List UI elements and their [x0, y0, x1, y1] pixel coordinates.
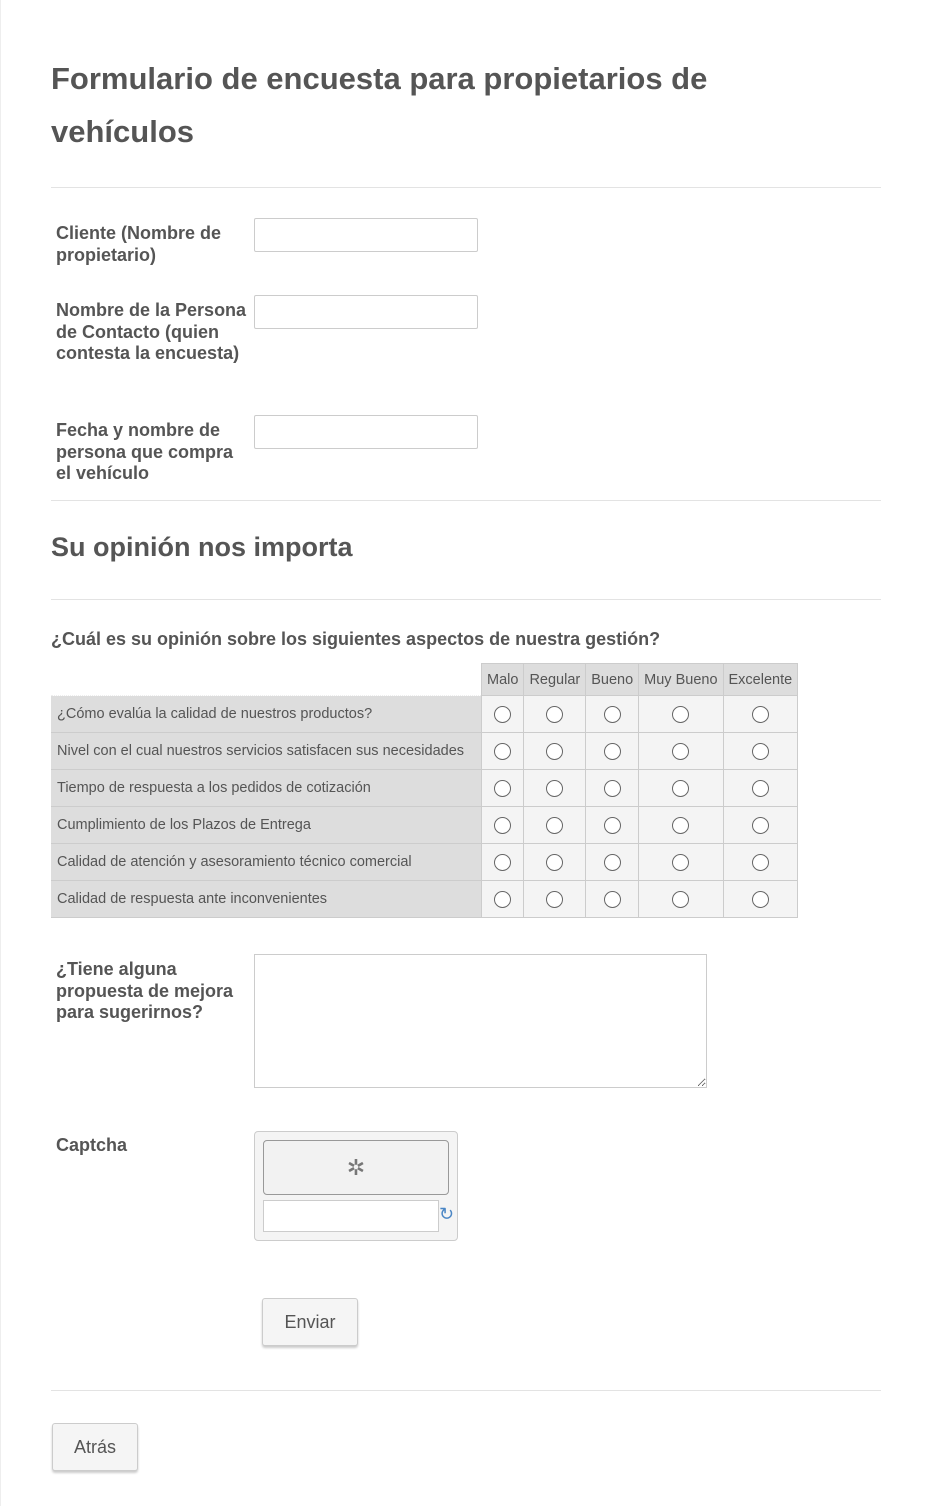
rating-matrix — [51, 663, 798, 918]
row-label: ¿Cómo evalúa la calidad de nuestros productos? — [51, 696, 482, 733]
matrix-row — [51, 770, 798, 807]
radio-cell — [524, 844, 586, 881]
radio-cell — [586, 733, 639, 770]
divider — [51, 1390, 881, 1391]
radio-button[interactable] — [546, 854, 563, 871]
radio-button[interactable] — [546, 891, 563, 908]
divider — [51, 500, 881, 501]
radio-button[interactable] — [494, 817, 511, 834]
radio-button[interactable] — [494, 854, 511, 871]
radio-button[interactable] — [752, 817, 769, 834]
divider — [51, 599, 881, 600]
column-header: Excelente — [723, 664, 798, 696]
suggestion-label: ¿Tiene alguna propuesta de mejora para sugerirnos? — [56, 959, 234, 1022]
radio-cell — [723, 733, 798, 770]
refresh-icon[interactable]: ↻ — [439, 1204, 455, 1224]
client-input[interactable] — [254, 218, 478, 252]
radio-cell — [723, 770, 798, 807]
radio-cell — [639, 696, 723, 733]
radio-cell — [524, 733, 586, 770]
radio-cell — [482, 844, 524, 881]
loading-spinner-icon: ✲ — [263, 1140, 449, 1195]
radio-button[interactable] — [546, 706, 563, 723]
matrix-question: ¿Cuál es su opinión sobre los siguientes aspectos de nuestra gestión? — [51, 629, 661, 649]
row-label: Tiempo de respuesta a los pedidos de cotización — [51, 770, 482, 807]
column-header: Regular — [524, 664, 586, 696]
client-label: Cliente (Nombre de propietario) — [56, 223, 222, 265]
radio-cell — [586, 807, 639, 844]
captcha-input[interactable] — [263, 1200, 439, 1232]
radio-cell — [586, 881, 639, 918]
radio-button[interactable] — [494, 706, 511, 723]
suggestion-textarea[interactable] — [254, 954, 707, 1088]
row-label: Calidad de respuesta ante inconvenientes — [51, 881, 482, 918]
radio-cell — [482, 696, 524, 733]
radio-cell — [639, 770, 723, 807]
radio-cell — [723, 881, 798, 918]
radio-cell — [482, 807, 524, 844]
matrix-row — [51, 881, 798, 918]
radio-button[interactable] — [604, 891, 621, 908]
radio-cell — [482, 733, 524, 770]
radio-button[interactable] — [672, 891, 689, 908]
column-header: Bueno — [586, 664, 639, 696]
column-header: Muy Bueno — [639, 664, 723, 696]
matrix-row — [51, 733, 798, 770]
radio-button[interactable] — [494, 891, 511, 908]
radio-button[interactable] — [546, 780, 563, 797]
radio-cell — [639, 881, 723, 918]
radio-button[interactable] — [752, 743, 769, 760]
radio-button[interactable] — [546, 817, 563, 834]
radio-button[interactable] — [672, 780, 689, 797]
back-button[interactable]: Atrás — [52, 1423, 138, 1471]
matrix-row — [51, 696, 798, 733]
radio-cell — [586, 770, 639, 807]
radio-cell — [639, 844, 723, 881]
captcha-label: Captcha — [56, 1135, 128, 1155]
row-label: Calidad de atención y asesoramiento técnico comercial — [51, 844, 482, 881]
column-header: Malo — [482, 664, 524, 696]
contact-input[interactable] — [254, 295, 478, 329]
contact-label: Nombre de la Persona de Contacto (quien contesta la encuesta) — [56, 300, 247, 363]
radio-cell — [586, 696, 639, 733]
purchase-input[interactable] — [254, 415, 478, 449]
radio-button[interactable] — [752, 780, 769, 797]
radio-button[interactable] — [672, 743, 689, 760]
radio-button[interactable] — [494, 780, 511, 797]
radio-button[interactable] — [672, 854, 689, 871]
blank-header — [51, 664, 482, 696]
row-label: Nivel con el cual nuestros servicios satisfacen sus necesidades — [51, 733, 482, 770]
radio-cell — [639, 807, 723, 844]
radio-cell — [723, 696, 798, 733]
radio-button[interactable] — [604, 854, 621, 871]
radio-button[interactable] — [494, 743, 511, 760]
radio-cell — [524, 696, 586, 733]
radio-button[interactable] — [752, 854, 769, 871]
radio-cell — [639, 733, 723, 770]
radio-button[interactable] — [604, 780, 621, 797]
radio-cell — [586, 844, 639, 881]
radio-cell — [723, 807, 798, 844]
purchase-label: Fecha y nombre de persona que compra el vehículo — [56, 420, 234, 483]
radio-button[interactable] — [604, 743, 621, 760]
radio-cell — [524, 881, 586, 918]
matrix-row — [51, 844, 798, 881]
section-title: Su opinión nos importa — [51, 532, 353, 562]
matrix-row — [51, 807, 798, 844]
radio-cell — [524, 807, 586, 844]
radio-button[interactable] — [546, 743, 563, 760]
radio-button[interactable] — [604, 706, 621, 723]
radio-cell — [723, 844, 798, 881]
page-title: Formulario de encuesta para propietarios de vehículos — [51, 61, 708, 149]
submit-button[interactable]: Enviar — [262, 1298, 358, 1346]
radio-button[interactable] — [752, 706, 769, 723]
captcha-box — [254, 1131, 458, 1241]
radio-button[interactable] — [672, 817, 689, 834]
divider — [51, 187, 881, 188]
radio-button[interactable] — [672, 706, 689, 723]
radio-cell — [482, 881, 524, 918]
radio-button[interactable] — [752, 891, 769, 908]
radio-cell — [482, 770, 524, 807]
radio-cell — [524, 770, 586, 807]
radio-button[interactable] — [604, 817, 621, 834]
row-label: Cumplimiento de los Plazos de Entrega — [51, 807, 482, 844]
